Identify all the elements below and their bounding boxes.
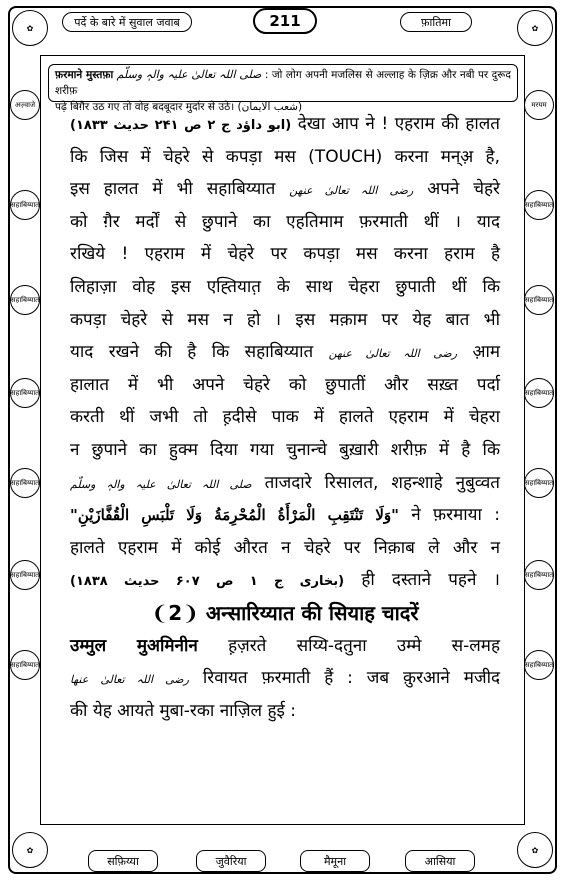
footer-name: मैमूना	[300, 850, 370, 872]
farman-text-1: : जो लोग अपनी मजलिस से अल्लाह के ज़िक्र और नबी पर दुरूद शरीफ़	[55, 69, 511, 97]
text-line: हालात में भी अपने चेहरे को छुपातीं और सख़्त पर्दा	[70, 374, 500, 395]
side-medallion-right: सहाबिय्यात	[524, 190, 554, 220]
text-line: को ग़ैर मर्दों से छुपाने का एहतिमाम फ़रमाती थीं । याद	[70, 211, 500, 232]
farmane-mustafa-box	[48, 64, 518, 113]
side-medallion-left: सहाबिय्यात	[10, 285, 40, 315]
text-line: (ابو داؤد ج ۲ ص ۲۴۱ حدیث ۱۸۳۳) देखा आप ने ! एहराम की हालत	[70, 114, 500, 134]
page-number	[253, 8, 317, 34]
corner-medallion-bl: ✿	[12, 832, 48, 868]
text-line: रखिये ! एहराम में चेहरे पर कपड़ा मस करना हराम है	[70, 244, 500, 265]
side-medallion-right: सहाबिय्यात	[524, 378, 554, 408]
header-right-box	[400, 12, 472, 32]
text-line: न छुपाने का हुक्म दिया गया चुनान्चे बुख़ारी शरीफ़ में है कि	[70, 439, 500, 460]
farman-arabic: صلی اللہ تعالیٰ علیہ والہٖ وسلّم	[116, 68, 262, 81]
page-number-text: 211	[269, 12, 301, 30]
side-medallion-right: सहाबिय्यात	[524, 285, 554, 315]
side-medallion-left: सहाबिय्यात	[10, 560, 40, 590]
footer-name: सफ़िय्या	[88, 850, 158, 872]
text-line: (بخاری ج ۱ ص ۶۰۷ حدیث ۱۸۳۸) ही दस्ताने पहने ।	[70, 570, 501, 591]
text-line: उम्मुल मुअमिनीन ह़ज़रते सय्यि-दतुना उम्मे स-लमह	[70, 635, 500, 656]
farman-label: फ़रमाने मुस्तफ़ा	[55, 69, 114, 81]
corner-medallion-br: ✿	[517, 832, 553, 868]
corner-medallion-tl: ✿	[12, 10, 48, 46]
text-line: कपड़ा चेहरे से मस न हो । इस मक़ाम पर येह बात भी	[70, 309, 500, 330]
body-text	[70, 108, 500, 727]
section-heading: ❨2❩ अन्सारिय्यात की सियाह चादरें	[151, 600, 419, 625]
text-line: "وَلَا تَنْتَقِبِ الْمَرْأَةُ الْمُحْرِمَةُ وَلَا تَلْبَسِ الْقُفَّازَيْنِ" ने फ़रमाया :	[70, 505, 500, 526]
footer-name: जुवैरिया	[196, 850, 266, 872]
header-right-name: फ़ातिमा	[421, 15, 451, 29]
side-medallion-left: सहाबिय्यात	[10, 378, 40, 408]
side-medallion-right: सहाबिय्यात	[524, 650, 554, 680]
side-medallion-right: सहाबिय्यात	[524, 560, 554, 590]
side-medallion-left: सहाबिय्यात	[10, 468, 40, 498]
footer-name: आसिया	[405, 850, 475, 872]
farman-text-2: पढ़े बिग़ैर उठ गए तो वोह बदबूदार मुर्दार से उठे। (شعب الایمان)	[55, 101, 303, 113]
book-title-box	[62, 12, 192, 32]
text-line: صلی اللہ تعالیٰ علیہ والہٖ وسلّم ताजदारे रिसालत, शहन्शाहे नुबुव्वत	[70, 472, 500, 493]
text-line: याद रखने की है कि सहाबिय्यात رضی اللہ تعالیٰ عنھن आ़म	[70, 342, 500, 363]
text-line: हालते एहराम में कोई औरत न चेहरे पर निक़ाब ले और न	[70, 537, 500, 558]
side-medallion-right: सहाबिय्यात	[524, 468, 554, 498]
text-line: करती थीं जभी तो ह़दीसे पाक में हालते एहराम में चेहरा	[70, 407, 500, 428]
side-medallion-left: सहाबिय्यात	[10, 190, 40, 220]
text-line: رضی اللہ تعالیٰ عنھا रिवायत फ़रमाती हैं : जब क़ुरआने मजीद	[70, 668, 500, 689]
side-medallion-right: मरयम	[524, 90, 554, 120]
side-medallion-left: सहाबिय्यात	[10, 650, 40, 680]
text-line: लिहाज़ा वोह इस एह्तियात़ के साथ चेहरा छुपाती थीं कि	[70, 276, 500, 297]
text-line: की येह आयते मुबा-रका नाज़िल हुई :	[70, 700, 296, 721]
corner-medallion-tr: ✿	[517, 10, 553, 46]
book-title: पर्दे के बारे में सुवाल जवाब	[74, 15, 180, 29]
side-medallion-left: अज़्वाजे	[10, 90, 40, 120]
text-line: कि जिस में चेहरे से कपड़ा मस (TOUCH) करना मन्अ़ है,	[70, 146, 500, 167]
text-line: इस हालत में भी सहाबिय्यात رضی اللہ تعالیٰ عنھن अपने चेहरे	[70, 179, 501, 200]
